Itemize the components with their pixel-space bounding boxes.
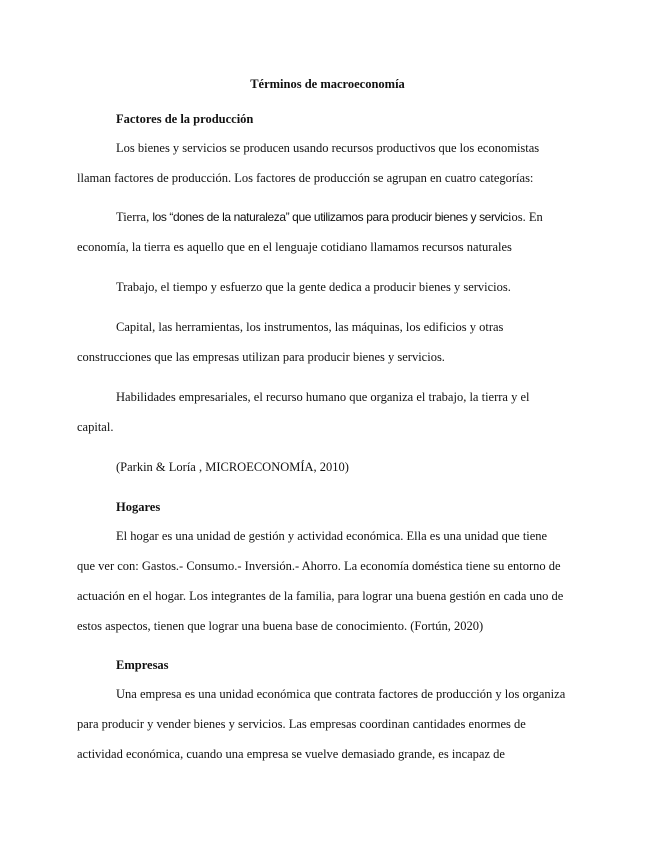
citation-parkin: (Parkin & Loría , MICROECONOMÍA, 2010) (116, 460, 349, 474)
paragraph-intro-line-1: Los bienes y servicios se producen usando recursos productivos que los economistas (116, 141, 540, 155)
heading-empresas: Empresas (116, 658, 169, 672)
tierra-tail-text: ios. En (508, 210, 543, 224)
paragraph-capital-line-1: Capital, las herramientas, los instrumentos, las máquinas, los edificios y otras (116, 320, 504, 334)
paragraph-empresas-line-1: Una empresa es una unidad económica que contrata factores de producción y los organiza (116, 687, 566, 701)
paragraph-habilidades-line-2: capital. (77, 420, 114, 434)
paragraph-hogares-line-4: estos aspectos, tienen que lograr una buena base de conocimiento. (Fortún, 2020) (77, 619, 484, 633)
paragraph-tierra-line-1 (116, 209, 543, 225)
paragraph-intro-line-2: llaman factores de producción. Los factores de producción se agrupan en cuatro categorías: (77, 171, 534, 185)
document-title: Términos de macroeconomía (250, 77, 405, 91)
paragraph-empresas-line-3: actividad económica, cuando una empresa se vuelve demasiado grande, es incapaz de (77, 747, 505, 761)
heading-factores: Factores de la producción (116, 112, 254, 126)
paragraph-empresas-line-2: para producir y vender bienes y servicios. Las empresas coordinan cantidades enormes de (77, 717, 526, 731)
paragraph-hogares-line-3: actuación en el hogar. Los integrantes de la familia, para lograr una buena gestión en cada uno de (77, 589, 564, 603)
paragraph-trabajo-line-1: Trabajo, el tiempo y esfuerzo que la gente dedica a producir bienes y servicios. (116, 280, 511, 294)
paragraph-habilidades-line-1: Habilidades empresariales, el recurso humano que organiza el trabajo, la tierra y el (116, 390, 530, 404)
heading-hogares: Hogares (116, 500, 161, 514)
paragraph-hogares-line-2: que ver con: Gastos.- Consumo.- Inversión.- Ahorro. La economía doméstica tiene su entorno de (77, 559, 561, 573)
paragraph-tierra-line-2: economía, la tierra es aquello que en el lenguaje cotidiano llamamos recursos naturales (77, 240, 512, 254)
paragraph-capital-line-2: construcciones que las empresas utilizan para producir bienes y servicios. (77, 350, 445, 364)
tierra-lead-text: Tierra, (116, 210, 153, 224)
paragraph-hogares-line-1: El hogar es una unidad de gestión y actividad económica. Ella es una unidad que tiene (116, 529, 548, 543)
tierra-highlight-text: los “dones de la naturaleza” que utilizamos para producir bienes y servic (152, 210, 509, 224)
